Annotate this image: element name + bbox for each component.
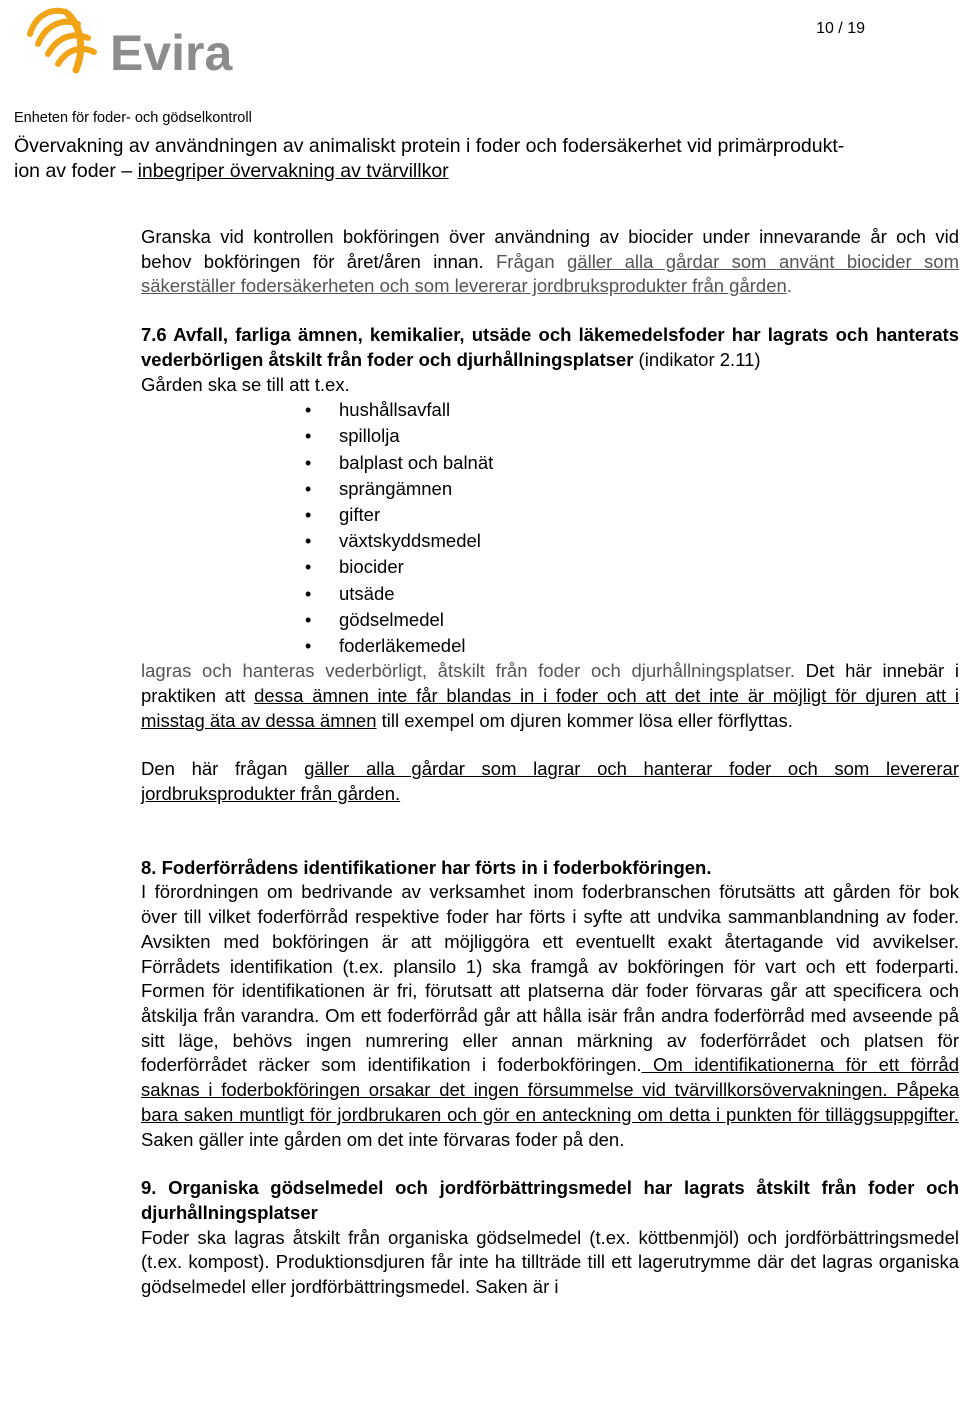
section-8-heading: 8. Foderförrådens identifikationer har förts in i foderbokföringen. <box>141 856 712 878</box>
list-item: • utsäde <box>141 581 959 607</box>
title-line-1: Övervakning av användningen av animaliskt protein i foder och fodersäkerhet vid primärprodukt- <box>14 135 845 157</box>
list-item: • hushållsavfall <box>141 397 959 423</box>
list-item: • sprängämnen <box>141 476 959 502</box>
document-title <box>14 134 949 184</box>
list-item: • spillolja <box>141 423 959 449</box>
biocide-paragraph: Granska vid kontrollen bokföringen över användning av biocider under innevarande år och vid behov bokföringen för året/åren innan. Frågan gäller alla gårdar som använt biocider som säkerställer fodersäkerheten och som levererar jordbruksprodukter från gården. <box>141 226 959 297</box>
title-line-2: ion av foder – inbegriper övervakning av tvärvillkor <box>14 160 449 182</box>
document-body <box>141 225 959 1300</box>
list-item: • foderläkemedel <box>141 633 959 659</box>
section-9-body: Foder ska lagras åtskilt från organiska gödselmedel (t.ex. köttbenmjöl) och jordförbättringsmedel (t.ex. kompost). Produktionsdjuren får inte ha tillträde till ett lagerutrymme där det lagras organiska gödselmedel eller jordförbättringsmedel. Saken är i <box>141 1226 959 1298</box>
section-8-body: I förordningen om bedrivande av verksamhet inom foderbranschen förutsätts att gården för bok över till vilket foderförråd respektive foder har förts i syfte att undvika sammanblandning av foder. Avsikten med bokföringen är att möjliggöra ett eventuellt exakt återtagande vid avvikelser. Förrådets identifikation (t.ex. plansilo 1) ska framgå av bokföringen för vart och ett foderparti. Formen för identifikationen är fri, förutsatt att platserna där foder förvaras går att specificera och åtskilja från varandra. Om ett foderförråd går att hålla isär från andra foderförråd med avseende på sitt läge, behövs ingen numrering eller annan märkning av foderförrådet och platsen för foderförrådet räcker som identifikation i foderbokföringen. Om identifikationerna för ett förråd saknas i foderbokföringen orsakar det ingen försummelse vid tvärvillkorsövervakningen. Påpeka bara saken muntligt för jordbrukaren och gör en anteckning om detta i punkten för tilläggsuppgifter. Saken gäller inte gården om det inte förvaras foder på den. <box>141 881 959 1150</box>
list-item: • gödselmedel <box>141 607 959 633</box>
section-7-6-heading: 7.6 Avfall, farliga ämnen, kemikalier, utsäde och läkemedelsfoder har lagrats och hanterats vederbörligen åtskilt från foder och djurhållningsplatser (indikator 2.11) <box>141 324 959 370</box>
evira-logo <box>22 4 272 82</box>
section-7-6-body: lagras och hanteras vederbörligt, åtskilt från foder och djurhållningsplatser. Det här innebär i praktiken att dessa ämnen inte får blandas in i foder och att det inte är möjligt för djuren att i misstag äta av dessa ämnen till exempel om djuren kommer lösa eller förflyttas. <box>141 660 959 731</box>
hazard-list <box>141 397 959 659</box>
section-9-heading: 9. Organiska gödselmedel och jordförbättringsmedel har lagrats åtskilt från foder och djurhållningsplatser <box>141 1177 959 1223</box>
unit-name: Enheten för foder- och gödselkontroll <box>14 110 252 126</box>
list-item: • växtskyddsmedel <box>141 528 959 554</box>
svg-text:Evira: Evira <box>110 25 233 81</box>
list-item: • biocider <box>141 554 959 580</box>
section-7-6-intro: Gården ska se till att t.ex. <box>141 373 350 395</box>
list-item: • balplast och balnät <box>141 450 959 476</box>
section-7-6-scope: Den här frågan gäller alla gårdar som lagrar och hanterar foder och som levererar jordbruksprodukter från gården. <box>141 758 959 805</box>
page-number: 10 / 19 <box>816 20 865 37</box>
list-item: • gifter <box>141 502 959 528</box>
